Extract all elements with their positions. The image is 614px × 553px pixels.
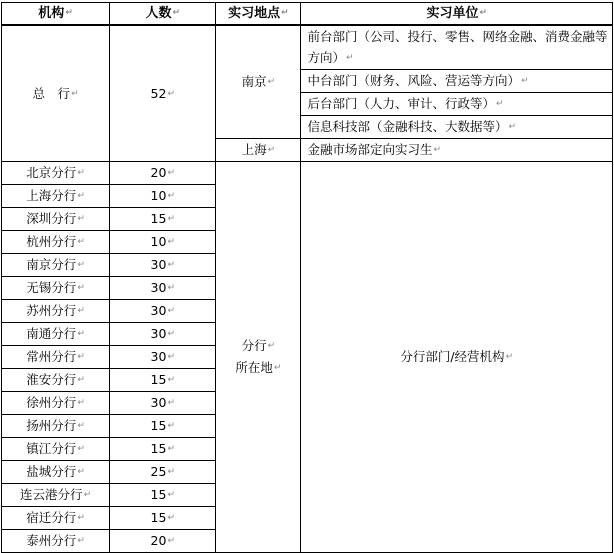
branch-count: 30	[150, 257, 167, 272]
branch-count-cell	[110, 530, 216, 553]
branch-location-line2	[216, 357, 300, 379]
paragraph-mark: ↵	[167, 237, 175, 247]
paragraph-mark: ↵	[167, 398, 175, 408]
branch-unit-cell	[301, 162, 613, 553]
hq-unit-back-text: 后台部门（人力、审计、行政等）	[307, 96, 495, 111]
paragraph-mark: ↵	[167, 513, 175, 523]
branch-count: 20	[150, 165, 167, 180]
branch-name-cell	[2, 438, 110, 461]
branch-count-cell	[110, 438, 216, 461]
branch-name: 北京分行	[26, 165, 77, 180]
paragraph-mark: ↵	[172, 8, 181, 18]
hq-shanghai-cell	[216, 139, 301, 162]
paragraph-mark: ↵	[77, 191, 85, 201]
paragraph-mark: ↵	[77, 513, 85, 523]
paragraph-mark: ↵	[167, 168, 175, 178]
header-unit	[301, 3, 613, 26]
branch-count-cell	[110, 484, 216, 507]
header-location-label: 实习地点	[228, 6, 281, 21]
hq-unit-shanghai	[301, 139, 613, 162]
branch-count: 15	[150, 441, 167, 456]
branch-name-cell	[2, 507, 110, 530]
branch-name-cell	[2, 231, 110, 254]
branch-location-cell	[216, 162, 301, 553]
paragraph-mark: ↵	[77, 168, 85, 178]
header-row	[2, 3, 613, 26]
paragraph-mark: ↵	[433, 145, 442, 155]
branch-name: 淮安分行	[26, 372, 77, 387]
branch-count-cell	[110, 392, 216, 415]
hq-nanjing-cell	[216, 25, 301, 139]
branch-count-cell	[110, 208, 216, 231]
header-count-label: 人数	[145, 6, 172, 21]
paragraph-mark: ↵	[71, 88, 79, 99]
branch-count: 10	[150, 234, 167, 249]
paragraph-mark: ↵	[167, 191, 175, 201]
branch-name: 徐州分行	[26, 395, 77, 410]
branch-name-cell	[2, 484, 110, 507]
paragraph-mark: ↵	[167, 536, 175, 546]
paragraph-mark: ↵	[77, 352, 85, 362]
paragraph-mark: ↵	[267, 145, 276, 155]
paragraph-mark: ↵	[77, 536, 85, 546]
paragraph-mark: ↵	[167, 329, 175, 339]
paragraph-mark: ↵	[65, 8, 73, 18]
hq-unit-middle	[301, 70, 613, 93]
branch-name-cell	[2, 208, 110, 231]
hq-unit-back	[301, 93, 613, 116]
branch-count: 25	[150, 464, 167, 479]
paragraph-mark: ↵	[77, 283, 85, 293]
paragraph-mark: ↵	[77, 306, 85, 316]
paragraph-mark: ↵	[77, 237, 85, 247]
paragraph-mark: ↵	[167, 214, 175, 224]
branch-name: 南通分行	[26, 326, 77, 341]
paragraph-mark: ↵	[167, 421, 175, 431]
branch-location-text: 所在地	[235, 360, 273, 375]
header-unit-label: 实习单位	[426, 6, 479, 21]
hq-shanghai: 上海	[241, 142, 267, 157]
branch-count: 15	[150, 418, 167, 433]
paragraph-mark: ↵	[77, 260, 85, 270]
branch-count-cell	[110, 369, 216, 392]
paragraph-mark: ↵	[273, 363, 282, 373]
branch-name: 镇江分行	[26, 441, 77, 456]
branch-name: 上海分行	[26, 188, 77, 203]
branch-count: 30	[150, 395, 167, 410]
paragraph-mark: ↵	[281, 8, 289, 18]
branch-name: 深圳分行	[26, 211, 77, 226]
branch-name-cell	[2, 277, 110, 300]
hq-unit-front	[301, 25, 613, 70]
branch-count-cell	[110, 162, 216, 185]
table-row	[2, 162, 613, 185]
branch-count: 30	[150, 326, 167, 341]
branch-name: 宿迁分行	[26, 510, 77, 525]
branch-name: 泰州分行	[26, 533, 77, 548]
branch-name-cell	[2, 254, 110, 277]
branch-name: 盐城分行	[26, 464, 77, 479]
branch-count-cell	[110, 461, 216, 484]
internship-allocation-table	[1, 2, 613, 553]
paragraph-mark: ↵	[77, 467, 85, 477]
header-count	[110, 3, 216, 26]
header-location	[216, 3, 301, 26]
branch-name: 苏州分行	[26, 303, 77, 318]
branch-name: 南京分行	[26, 257, 77, 272]
branch-count-cell	[110, 254, 216, 277]
hq-unit-middle-text: 中台部门（财务、风险、营运等方向）	[307, 73, 520, 88]
branch-name: 杭州分行	[26, 234, 77, 249]
hq-count-cell	[110, 25, 216, 162]
branch-count: 15	[150, 487, 167, 502]
branch-location-line1	[216, 335, 300, 357]
paragraph-mark: ↵	[267, 341, 276, 351]
paragraph-mark: ↵	[508, 122, 517, 132]
header-org-label: 机构	[38, 6, 65, 21]
branch-name-cell	[2, 461, 110, 484]
branch-count-cell	[110, 277, 216, 300]
branch-count: 15	[150, 372, 167, 387]
branch-count-cell	[110, 185, 216, 208]
hq-unit-shanghai-text: 金融市场部定向实习生	[307, 142, 433, 157]
branch-count-cell	[110, 231, 216, 254]
branch-name: 连云港分行	[20, 487, 83, 502]
branch-count-cell	[110, 346, 216, 369]
paragraph-mark: ↵	[77, 444, 85, 454]
hq-count: 52	[150, 85, 167, 101]
branch-name: 无锡分行	[26, 280, 77, 295]
paragraph-mark: ↵	[167, 467, 175, 477]
branch-count: 10	[150, 188, 167, 203]
header-org	[2, 3, 110, 26]
branch-count-cell	[110, 507, 216, 530]
paragraph-mark: ↵	[505, 352, 514, 362]
branch-name: 常州分行	[26, 349, 77, 364]
branch-location-text: 分行	[241, 338, 267, 353]
paragraph-mark: ↵	[167, 260, 175, 270]
hq-unit-it	[301, 116, 613, 139]
branch-rows	[2, 162, 613, 553]
hq-unit-it-text: 信息科技部（金融科技、大数据等）	[307, 119, 508, 134]
paragraph-mark: ↵	[267, 77, 276, 87]
branch-count: 15	[150, 211, 167, 226]
branch-count: 20	[150, 533, 167, 548]
paragraph-mark: ↵	[167, 283, 175, 293]
branch-count: 30	[150, 303, 167, 318]
paragraph-mark: ↵	[167, 88, 175, 99]
hq-nanjing: 南京	[241, 74, 267, 89]
branch-name-cell	[2, 346, 110, 369]
paragraph-mark: ↵	[479, 8, 488, 18]
paragraph-mark: ↵	[77, 329, 85, 339]
branch-count-cell	[110, 323, 216, 346]
branch-count: 15	[150, 510, 167, 525]
paragraph-mark: ↵	[167, 444, 175, 454]
hq-org-cell	[2, 25, 110, 162]
branch-name-cell	[2, 162, 110, 185]
paragraph-mark: ↵	[520, 76, 529, 86]
branch-name: 扬州分行	[26, 418, 77, 433]
paragraph-mark: ↵	[77, 421, 85, 431]
branch-name-cell	[2, 415, 110, 438]
paragraph-mark: ↵	[495, 99, 504, 109]
paragraph-mark: ↵	[167, 306, 175, 316]
branch-count-cell	[110, 300, 216, 323]
paragraph-mark: ↵	[77, 398, 85, 408]
branch-name-cell	[2, 369, 110, 392]
hq-unit-front-text: 前台部门（公司、投行、零售、网络金融、消费金融等方向）	[307, 29, 608, 65]
paragraph-mark: ↵	[167, 352, 175, 362]
paragraph-mark: ↵	[167, 375, 175, 385]
branch-count: 30	[150, 349, 167, 364]
branch-name-cell	[2, 530, 110, 553]
hq-org: 总 行	[32, 85, 71, 101]
paragraph-mark: ↵	[77, 214, 85, 224]
paragraph-mark: ↵	[345, 53, 354, 63]
branch-unit-text: 分行部门/经营机构	[400, 349, 505, 364]
paragraph-mark: ↵	[77, 375, 85, 385]
branch-name-cell	[2, 185, 110, 208]
branch-count-cell	[110, 415, 216, 438]
branch-name-cell	[2, 300, 110, 323]
paragraph-mark: ↵	[167, 490, 175, 500]
branch-name-cell	[2, 323, 110, 346]
hq-row	[2, 25, 613, 70]
paragraph-mark: ↵	[83, 490, 92, 500]
branch-name-cell	[2, 392, 110, 415]
branch-count: 30	[150, 280, 167, 295]
